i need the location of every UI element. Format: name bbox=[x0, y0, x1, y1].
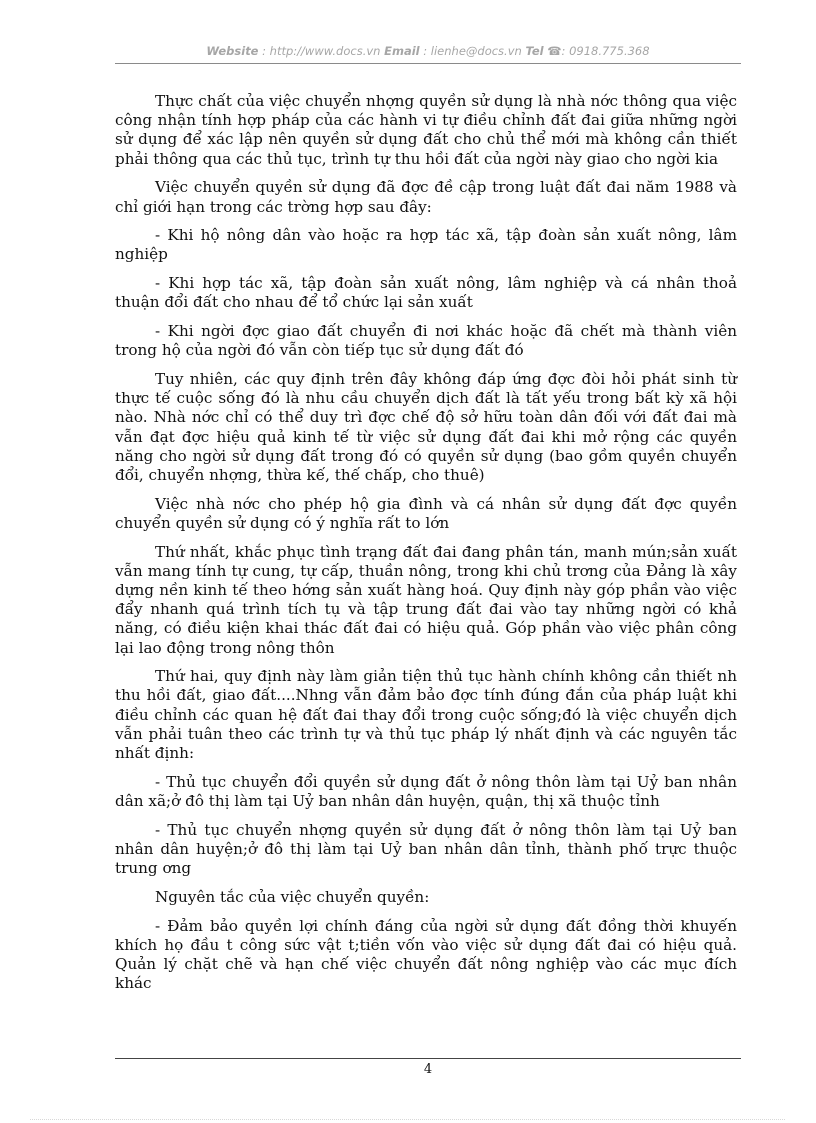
list-item: - Khi ngời đợc giao đất chuyển đi nơi khác hoặc đã chết mà thành viên trong hộ của ngời đó vẫn còn tiếp tục sử dụng đất đó bbox=[115, 322, 737, 360]
tel-label: Tel bbox=[525, 44, 544, 58]
email-label: Email bbox=[384, 44, 420, 58]
page-number: 4 bbox=[423, 1062, 433, 1077]
paragraph: Việc nhà nớc cho phép hộ gia đình và cá nhân sử dụng đất đợc quyền chuyển quyền sử dụng có ý nghĩa rất to lớn bbox=[115, 494, 737, 532]
list-item: - Khi hợp tác xã, tập đoàn sản xuất nông, lâm nghiệp và cá nhân thoả thuận đổi đất cho nhau để tổ chức lại sản xuất bbox=[115, 274, 737, 312]
list-item: - Thủ tục chuyển đổi quyền sử dụng đất ở nông thôn làm tại Uỷ ban nhân dân xã;ở đô thị làm tại Uỷ ban nhân dân huyện, quận, thị xã thuộc tỉnh bbox=[115, 772, 737, 810]
tel-value: ☎: 0918.775.368 bbox=[543, 44, 650, 58]
list-item: - Đảm bảo quyền lợi chính đáng của ngời sử dụng đất đồng thời khuyến khích họ đầu t công sức vật t;tiền vốn vào việc sử dụng đất đai có hiệu quả. Quản lý chặt chẽ và hạn chế việc chuyển đất nông nghiệp vào các mục đích khác bbox=[115, 916, 737, 993]
page-bottom-edge bbox=[30, 1119, 785, 1120]
list-item: - Thủ tục chuyển nhợng quyền sử dụng đất ở nông thôn làm tại Uỷ ban nhân dân huyện;ở đô thị làm tại Uỷ ban nhân dân tỉnh, thành phố trực thuộc trung ơng bbox=[115, 820, 737, 878]
paragraph: Việc chuyển quyền sử dụng đã đợc đề cập trong luật đất đai năm 1988 và chỉ giới hạn trong các trờng hợp sau đây: bbox=[115, 178, 737, 216]
email-value: : lienhe@docs.vn bbox=[419, 44, 526, 58]
paragraph: Nguyên tắc của việc chuyển quyền: bbox=[155, 887, 430, 906]
paragraph: Thứ nhất, khắc phục tình trạng đất đai đang phân tán, manh mún;sản xuất vẫn mang tính tự cung, tự cấp, thuần nông, trong khi chủ trơng của Đảng là xây dựng nền kinh tế theo hớng sản xuất hàng hoá. Quy định này góp phần vào việc đẩy nhanh quá trình tích tụ và tập trung đất đai vào tay những ngời có khả năng, có điều kiện khai thác đất đai có hiệu quả. Góp phần vào việc phân công lại lao động trong nông thôn bbox=[115, 542, 737, 657]
paragraph: Thực chất của việc chuyển nhợng quyền sử dụng là nhà nớc thông qua việc công nhận tính hợp pháp của các hành vi tự điều chỉnh đất đai giữa những ngời sử dụng để xác lập nên quyền sử dụng đất cho chủ thể mới mà không cần thiết phải thông qua các thủ tục, trình tự thu hồi đất của ngời này giao cho ngời kia bbox=[115, 92, 737, 168]
website-value: : http://www.docs.vn bbox=[258, 44, 385, 58]
website-label: Website bbox=[206, 44, 259, 58]
paragraph: Thứ hai, quy định này làm giản tiện thủ tục hành chính không cần thiết nh thu hồi đất, giao đất....Nhng vẫn đảm bảo đợc tính đúng đắn của pháp luật khi điều chỉnh các quan hệ đất đai thay đổi trong cuộc sống;đó là việc chuyển dịch vẫn phải tuân theo các trình tự và thủ tục pháp lý nhất định và các nguyên tắc nhất định: bbox=[115, 667, 737, 763]
header-divider bbox=[115, 63, 741, 64]
footer-divider bbox=[115, 1058, 741, 1059]
page-header bbox=[115, 44, 741, 58]
paragraph: Tuy nhiên, các quy định trên đây không đáp ứng đợc đòi hỏi phát sinh từ thực tế cuộc sống đó là nhu cầu chuyển dịch đất là tất yếu trong bất kỳ xã hội nào. Nhà nớc chỉ có thể duy trì đợc chế độ sở hữu toàn dân đối với đất đai mà vẫn đạt đợc hiệu quả kinh tế từ việc sử dụng đất đai khi mở rộng các quyền năng cho ngời sử dụng đất trong đó có quyền sử dụng (bao gồm quyền chuyển đổi, chuyển nhợng, thừa kế, thế chấp, cho thuê) bbox=[115, 369, 737, 484]
document-body bbox=[115, 92, 737, 1003]
list-item: - Khi hộ nông dân vào hoặc ra hợp tác xã, tập đoàn sản xuất nông, lâm nghiệp bbox=[115, 226, 737, 264]
